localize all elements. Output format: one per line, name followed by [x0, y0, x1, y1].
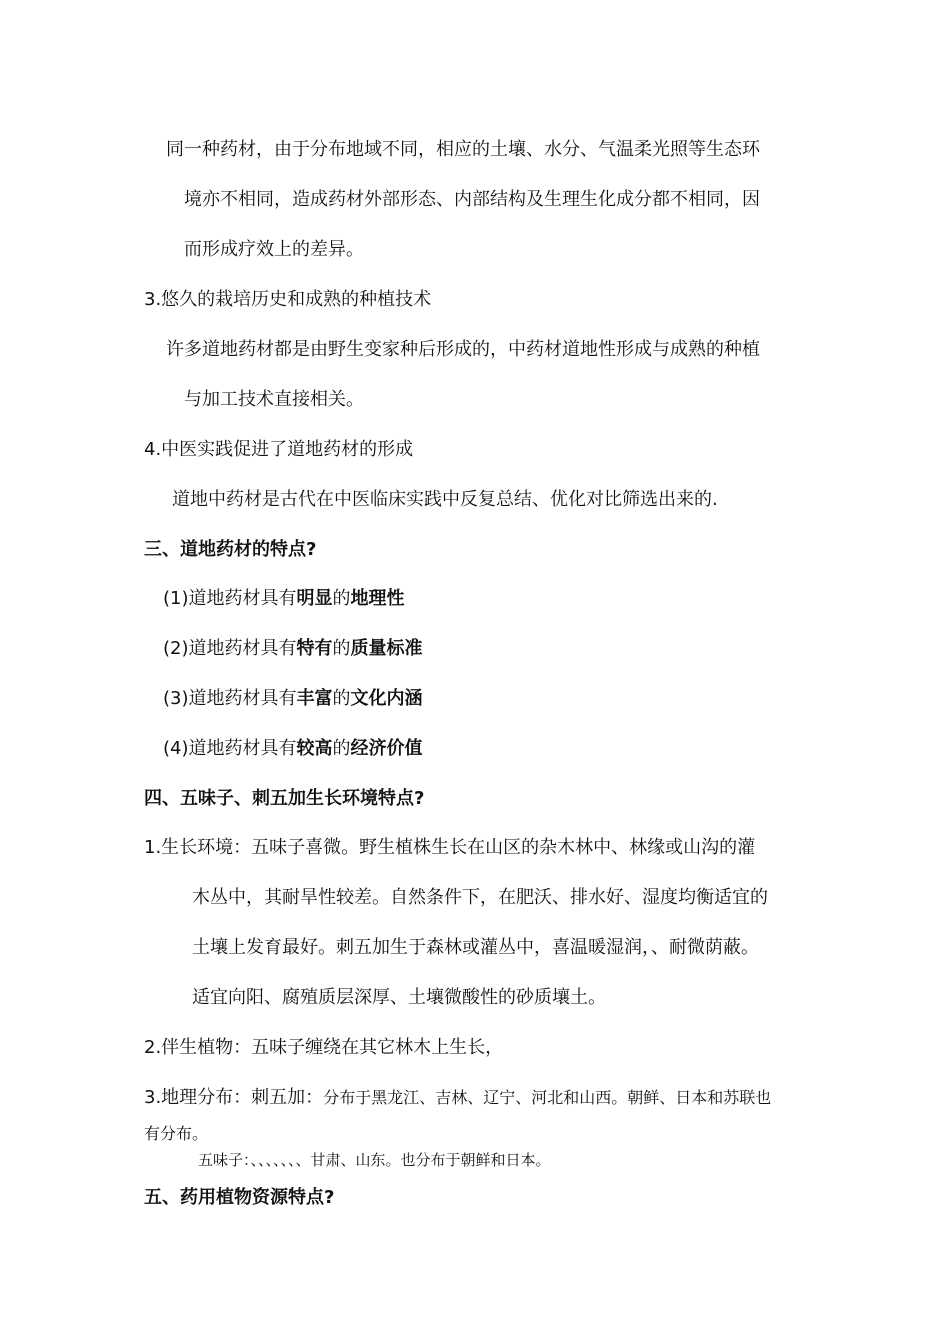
section-heading: 四、五味子、刺五加生长环境特点? — [144, 788, 425, 809]
paragraph-line: 土壤上发育最好。刺五加生于森林或灌丛中，喜温暖湿润，、耐微荫蔽。 — [192, 937, 759, 958]
paragraph-line: 3.地理分布：刺五加：分布于黑龙江、吉林、辽宁、河北和山西。朝鲜、日本和苏联也 — [144, 1087, 772, 1108]
subsection-heading: 4.中医实践促进了道地药材的形成 — [144, 439, 414, 460]
list-item: (2)道地药材具有特有的质量标准 — [163, 638, 423, 659]
paragraph-line: 而形成疗效上的差异。 — [184, 239, 364, 260]
paragraph-line: 2.伴生植物：五味子缠绕在其它林木上生长， — [144, 1037, 504, 1058]
paragraph-line: 有分布。 — [144, 1124, 209, 1143]
paragraph-line: 五味子：、、、、、、、甘肃、山东。也分布于朝鲜和日本。 — [198, 1151, 551, 1169]
paragraph-line: 木丛中，其耐旱性较差。自然条件下，在肥沃、排水好、湿度均衡适宜的 — [192, 887, 768, 908]
paragraph-line: 同一种药材，由于分布地域不同，相应的土壤、水分、气温柔光照等生态环 — [166, 139, 760, 160]
section-heading: 五、药用植物资源特点? — [144, 1187, 335, 1208]
paragraph-line: 与加工技术直接相关。 — [184, 389, 364, 410]
paragraph-line: 许多道地药材都是由野生变家种后形成的，中药材道地性形成与成熟的种植 — [166, 339, 760, 360]
list-item: (1)道地药材具有明显的地理性 — [163, 588, 405, 609]
paragraph-line: 境亦不相同，造成药材外部形态、内部结构及生理生化成分都不相同，因 — [184, 189, 760, 210]
list-item: (3)道地药材具有丰富的文化内涵 — [163, 688, 423, 709]
section-heading: 三、道地药材的特点? — [144, 539, 317, 560]
subsection-heading: 3.悠久的栽培历史和成熟的种植技术 — [144, 289, 432, 310]
paragraph-line: 1.生长环境：五味子喜微。野生植株生长在山区的杂木林中、林缘或山沟的灌 — [144, 837, 756, 858]
list-item: (4)道地药材具有较高的经济价值 — [163, 738, 423, 759]
paragraph-line: 适宜向阳、腐殖质层深厚、土壤微酸性的砂质壤土。 — [192, 987, 606, 1008]
paragraph-line: 道地中药材是古代在中医临床实践中反复总结、优化对比筛选出来的. — [172, 489, 718, 510]
